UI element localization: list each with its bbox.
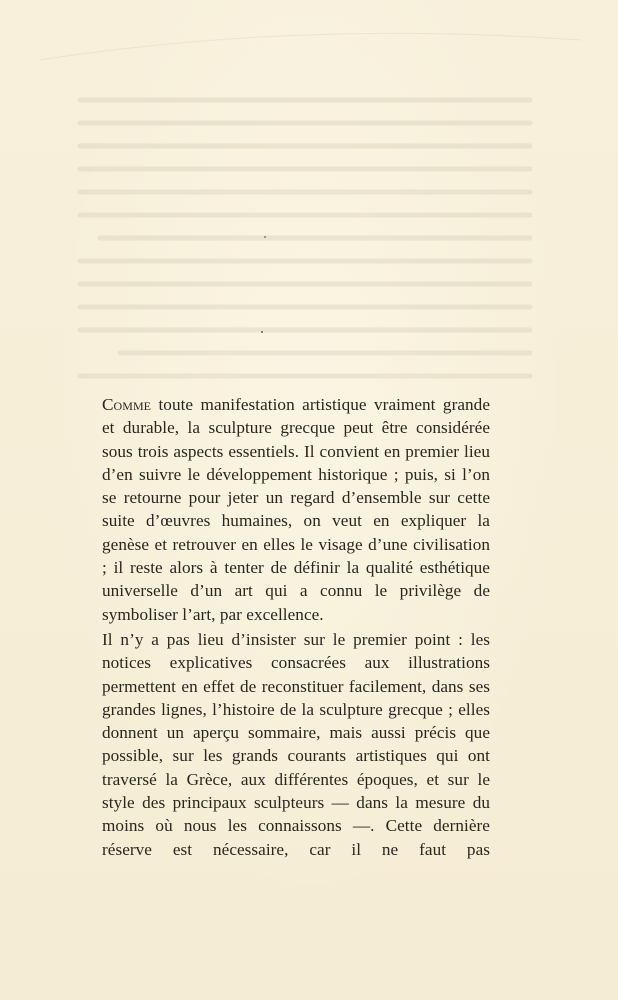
paragraph-1 xyxy=(102,393,490,626)
paragraph-lead-word: Comme xyxy=(102,395,152,414)
paper-speck xyxy=(261,331,263,333)
paragraph-1-text: toute manifestation artistique vraiment grande et durable, la sculpture grecque peut être considérée sous trois aspects essentiels. Il convient en premier lieu d’en suivre le développement historique ; puis, si l’on se retourne pour jeter un regard d’ensemble sur cette suite d’œuvres humaines, on veut en expliquer la genèse et retrouver en elles le visage d’une civilisation ; il reste alors à tenter de définir la qualité esthétique universelle d’un art qui a connu le privilège de symboliser l’art, par excellence. xyxy=(102,395,490,624)
reverse-page-showthrough xyxy=(0,0,618,400)
page-body-text xyxy=(102,393,490,861)
paper-speck xyxy=(264,236,266,238)
paragraph-2: Il n’y a pas lieu d’insister sur le premier point : les notices explicatives consacrées aux illustrations permettent en effet de reconstituer facilement, dans ses grandes lignes, l’histoire de la sculpture grecque ; elles donnent un aperçu sommaire, mais aussi précis que possible, sur les grands courants artistiques qui ont traversé la Grèce, aux différentes époques, et sur le style des principaux sculpteurs — dans la mesure du moins où nous les connaissons —. Cette dernière réserve est nécessaire, car il ne faut pas xyxy=(102,629,490,859)
